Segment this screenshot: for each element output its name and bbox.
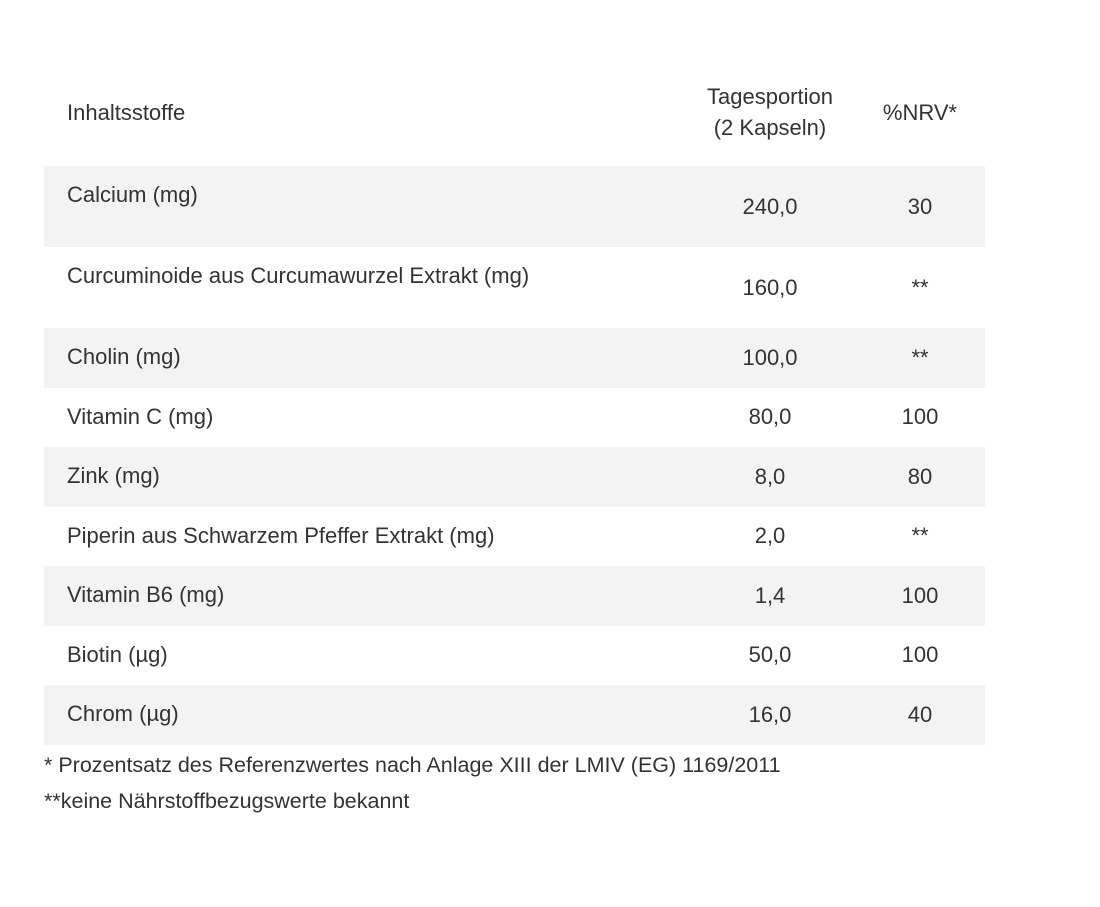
daily-dose: 1,4 <box>685 566 855 626</box>
daily-dose: 8,0 <box>685 447 855 507</box>
ingredient-name: Vitamin C (mg) <box>67 403 214 429</box>
table-row <box>44 166 985 247</box>
table-row <box>44 566 985 626</box>
table-row <box>44 685 985 745</box>
daily-dose: 50,0 <box>748 642 792 668</box>
nrv-value: 100 <box>901 642 939 668</box>
nrv-value: 100 <box>855 566 985 626</box>
table-row <box>44 328 985 388</box>
nrv-value: ** <box>911 274 929 300</box>
nrv-value: ** <box>855 328 985 388</box>
nrv-value: 100 <box>901 404 939 430</box>
ingredient-name: Cholin (mg) <box>44 328 685 388</box>
daily-dose: 240,0 <box>685 166 855 247</box>
daily-dose: 100,0 <box>685 328 855 388</box>
ingredient-name: Vitamin B6 (mg) <box>44 566 685 626</box>
daily-dose: 2,0 <box>754 523 786 549</box>
daily-dose: 80,0 <box>748 404 792 430</box>
ingredient-name: Biotin (µg) <box>67 641 168 667</box>
ingredient-name: Zink (mg) <box>44 447 685 507</box>
ingredient-name: Chrom (µg) <box>44 685 685 745</box>
nrv-value: 40 <box>855 685 985 745</box>
daily-dose: 160,0 <box>742 274 798 300</box>
ingredient-name: Curcuminoide aus Curcumawurzel Extrakt (mg) <box>67 263 530 288</box>
nutrition-table <box>44 58 985 745</box>
table-row <box>44 626 985 686</box>
nrv-value: ** <box>911 523 929 549</box>
nrv-value: 80 <box>855 447 985 507</box>
nrv-value: 30 <box>855 166 985 247</box>
table-header <box>44 58 985 166</box>
footnote-nrv: * Prozentsatz des Referenzwertes nach Anlage XIII der LMIV (EG) 1169/2011 <box>44 753 781 777</box>
header-daily-dose <box>685 58 855 166</box>
footnote-no-reference: **keine Nährstoffbezugswerte bekannt <box>44 789 410 813</box>
ingredient-name: Piperin aus Schwarzem Pfeffer Extrakt (mg) <box>67 522 495 548</box>
table-row <box>44 388 985 448</box>
table-row <box>44 447 985 507</box>
header-dose-line1: Tagesportion <box>707 84 833 109</box>
header-dose-line2: (2 Kapseln) <box>713 115 827 140</box>
daily-dose: 16,0 <box>685 685 855 745</box>
table-row <box>44 507 985 567</box>
header-ingredients: Inhaltsstoffe <box>67 99 186 125</box>
ingredient-name: Calcium (mg) <box>44 166 685 247</box>
table-row <box>44 247 985 328</box>
header-nrv: %NRV* <box>882 99 958 125</box>
